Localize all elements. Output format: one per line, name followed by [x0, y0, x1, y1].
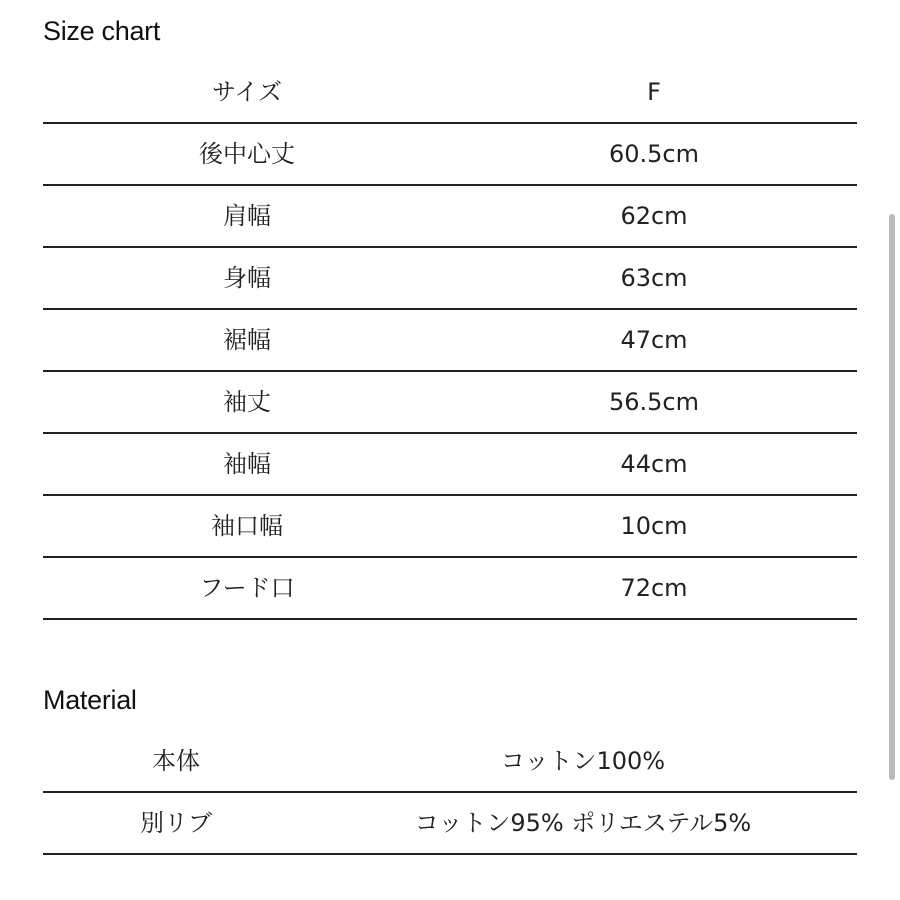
size-row-back-length [43, 124, 857, 186]
size-row-value: 72cm [620, 574, 688, 602]
size-header-value: F [647, 78, 661, 106]
material-table [43, 731, 857, 855]
size-row-cuff-width [43, 496, 857, 558]
size-row-label: 裾幅 [223, 326, 271, 354]
size-chart-table [43, 62, 857, 620]
material-row-value: コットン95% ポリエステル5% [414, 809, 752, 837]
size-row-value: 56.5cm [608, 388, 699, 416]
material-row-label: 別リブ [140, 809, 212, 837]
size-row-label: 身幅 [223, 264, 271, 292]
size-header-label: サイズ [211, 78, 283, 106]
size-chart-title: Size chart [43, 16, 161, 46]
size-row-value: 60.5cm [608, 140, 699, 168]
material-row-body [43, 731, 857, 793]
size-row-value: 44cm [620, 450, 688, 478]
size-row-shoulder-width [43, 186, 857, 248]
size-row-sleeve-length [43, 372, 857, 434]
size-row-label: 袖口幅 [211, 512, 283, 540]
size-row-hem-width [43, 310, 857, 372]
size-row-label: 袖幅 [223, 450, 271, 478]
size-row-sleeve-width [43, 434, 857, 496]
vertical-scrollbar[interactable] [889, 214, 895, 780]
size-row-label: 肩幅 [223, 202, 271, 230]
material-title: Material [43, 685, 137, 715]
size-row-value: 62cm [620, 202, 688, 230]
size-row-label: 袖丈 [223, 388, 271, 416]
size-row-label: 後中心丈 [199, 140, 295, 168]
material-row-value: コットン100% [500, 747, 666, 775]
material-row-rib [43, 793, 857, 855]
size-row-value: 63cm [620, 264, 688, 292]
size-row-hood-opening [43, 558, 857, 620]
material-row-label: 本体 [152, 747, 200, 775]
size-row-label: フード口 [199, 574, 295, 602]
size-row-value: 47cm [620, 326, 688, 354]
size-header-row [43, 62, 857, 124]
size-row-body-width [43, 248, 857, 310]
size-row-value: 10cm [620, 512, 688, 540]
